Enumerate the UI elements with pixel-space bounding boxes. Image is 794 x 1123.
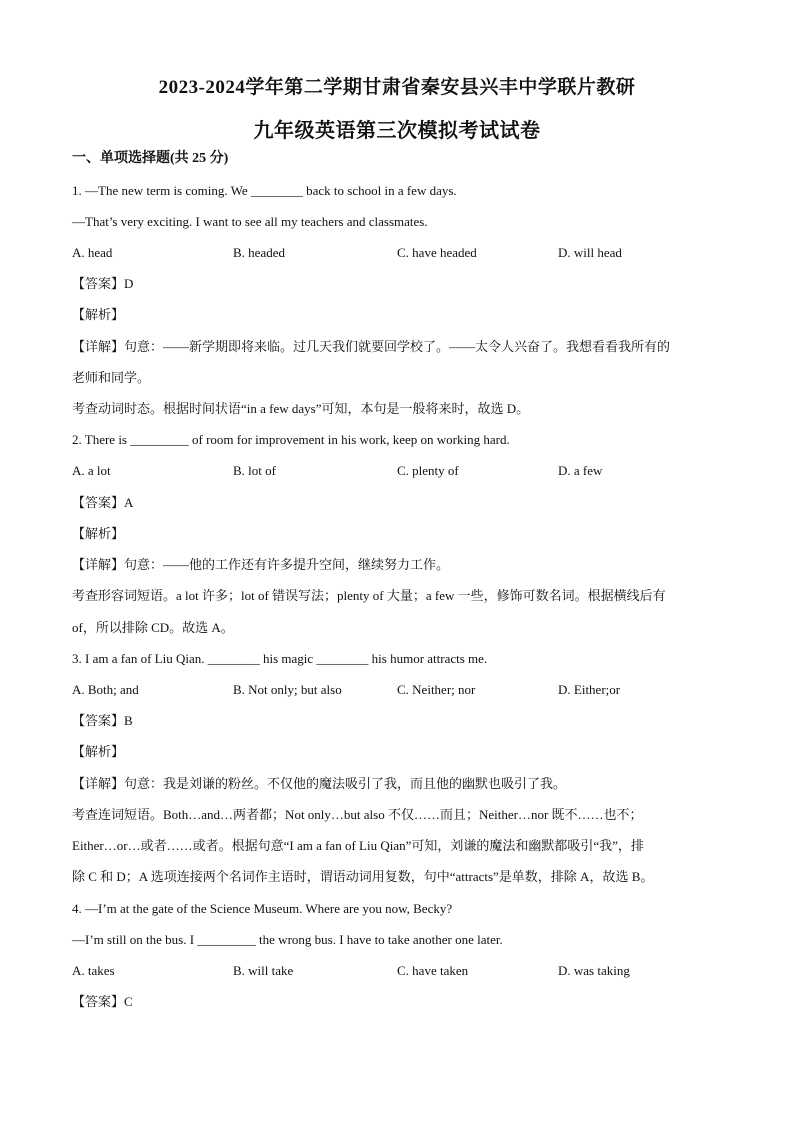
section-heading: 一、单项选择题(共 25 分): [72, 151, 229, 166]
question-stem: —That’s very exciting. I want to see all my teachers and classmates.: [72, 214, 428, 229]
option-c: C. Neither; nor: [397, 682, 476, 697]
option-a: A. takes: [72, 963, 115, 978]
detail-line: 【详解】句意：——他的工作还有许多提升空间，继续努力工作。: [72, 557, 450, 572]
question-stem: —I’m still on the bus. I _________ the wrong bus. I have to take another one later.: [72, 932, 503, 947]
detail-line: 【详解】句意：我是刘谦的粉丝。不仅他的魔法吸引了我，而且他的幽默也吸引了我。: [72, 776, 567, 791]
analysis-label: 【解析】: [72, 744, 125, 759]
question-stem: 4. —I’m at the gate of the Science Museum. Where are you now, Becky?: [72, 901, 453, 916]
detail-line: of，所以排除 CD。故选 A。: [72, 620, 234, 635]
answer-line: 【答案】A: [72, 495, 134, 510]
option-a: A. head: [72, 245, 113, 260]
option-d: D. a few: [558, 463, 603, 478]
option-c: C. have taken: [397, 963, 469, 978]
question-stem: 1. —The new term is coming. We ________ back to school in a few days.: [72, 183, 457, 198]
option-b: B. will take: [233, 963, 294, 978]
option-b: B. lot of: [233, 463, 276, 478]
answer-line: 【答案】C: [72, 994, 133, 1009]
answer-line: 【答案】D: [72, 276, 134, 291]
option-d: D. will head: [558, 245, 622, 260]
detail-line: 【详解】句意：——新学期即将来临。过几天我们就要回学校了。——太令人兴奋了。我想看看我所有的: [72, 339, 671, 354]
detail-line: 考查形容词短语。a lot 许多；lot of 错误写法；plenty of 大量；a few 一些，修饰可数名词。根据横线后有: [72, 588, 666, 603]
detail-line: 考查动词时态。根据时间状语“in a few days”可知，本句是一般将来时，故选 D。: [72, 401, 530, 416]
exam-title: 2023-2024学年第二学期甘肃省秦安县兴丰中学联片教研: [158, 77, 636, 98]
detail-line: 老师和同学。: [72, 370, 151, 385]
option-c: C. plenty of: [397, 463, 459, 478]
option-b: B. headed: [233, 245, 285, 260]
detail-line: 考查连词短语。Both…and…两者都；Not only…but also 不仅……而且；Neither…nor 既不……也不；: [72, 807, 643, 822]
option-d: D. Either;or: [558, 682, 621, 697]
option-a: A. Both; and: [72, 682, 139, 697]
option-a: A. a lot: [72, 463, 111, 478]
analysis-label: 【解析】: [72, 526, 125, 541]
option-b: B. Not only; but also: [233, 682, 342, 697]
option-c: C. have headed: [397, 245, 477, 260]
exam-subtitle: 九年级英语第三次模拟考试试卷: [253, 120, 541, 142]
detail-line: 除 C 和 D；A 选项连接两个名词作主语时，谓语动词用复数，句中“attracts”是单数，排除 A，故选 B。: [72, 869, 654, 884]
analysis-label: 【解析】: [72, 307, 125, 322]
question-stem: 3. I am a fan of Liu Qian. ________ his magic ________ his humor attracts me.: [72, 651, 488, 666]
question-stem: 2. There is _________ of room for improvement in his work, keep on working hard.: [72, 432, 510, 447]
option-d: D. was taking: [558, 963, 630, 978]
answer-line: 【答案】B: [72, 713, 133, 728]
detail-line: Either…or…或者……或者。根据句意“I am a fan of Liu Qian”可知，刘谦的魔法和幽默都吸引“我”，排: [72, 838, 644, 853]
